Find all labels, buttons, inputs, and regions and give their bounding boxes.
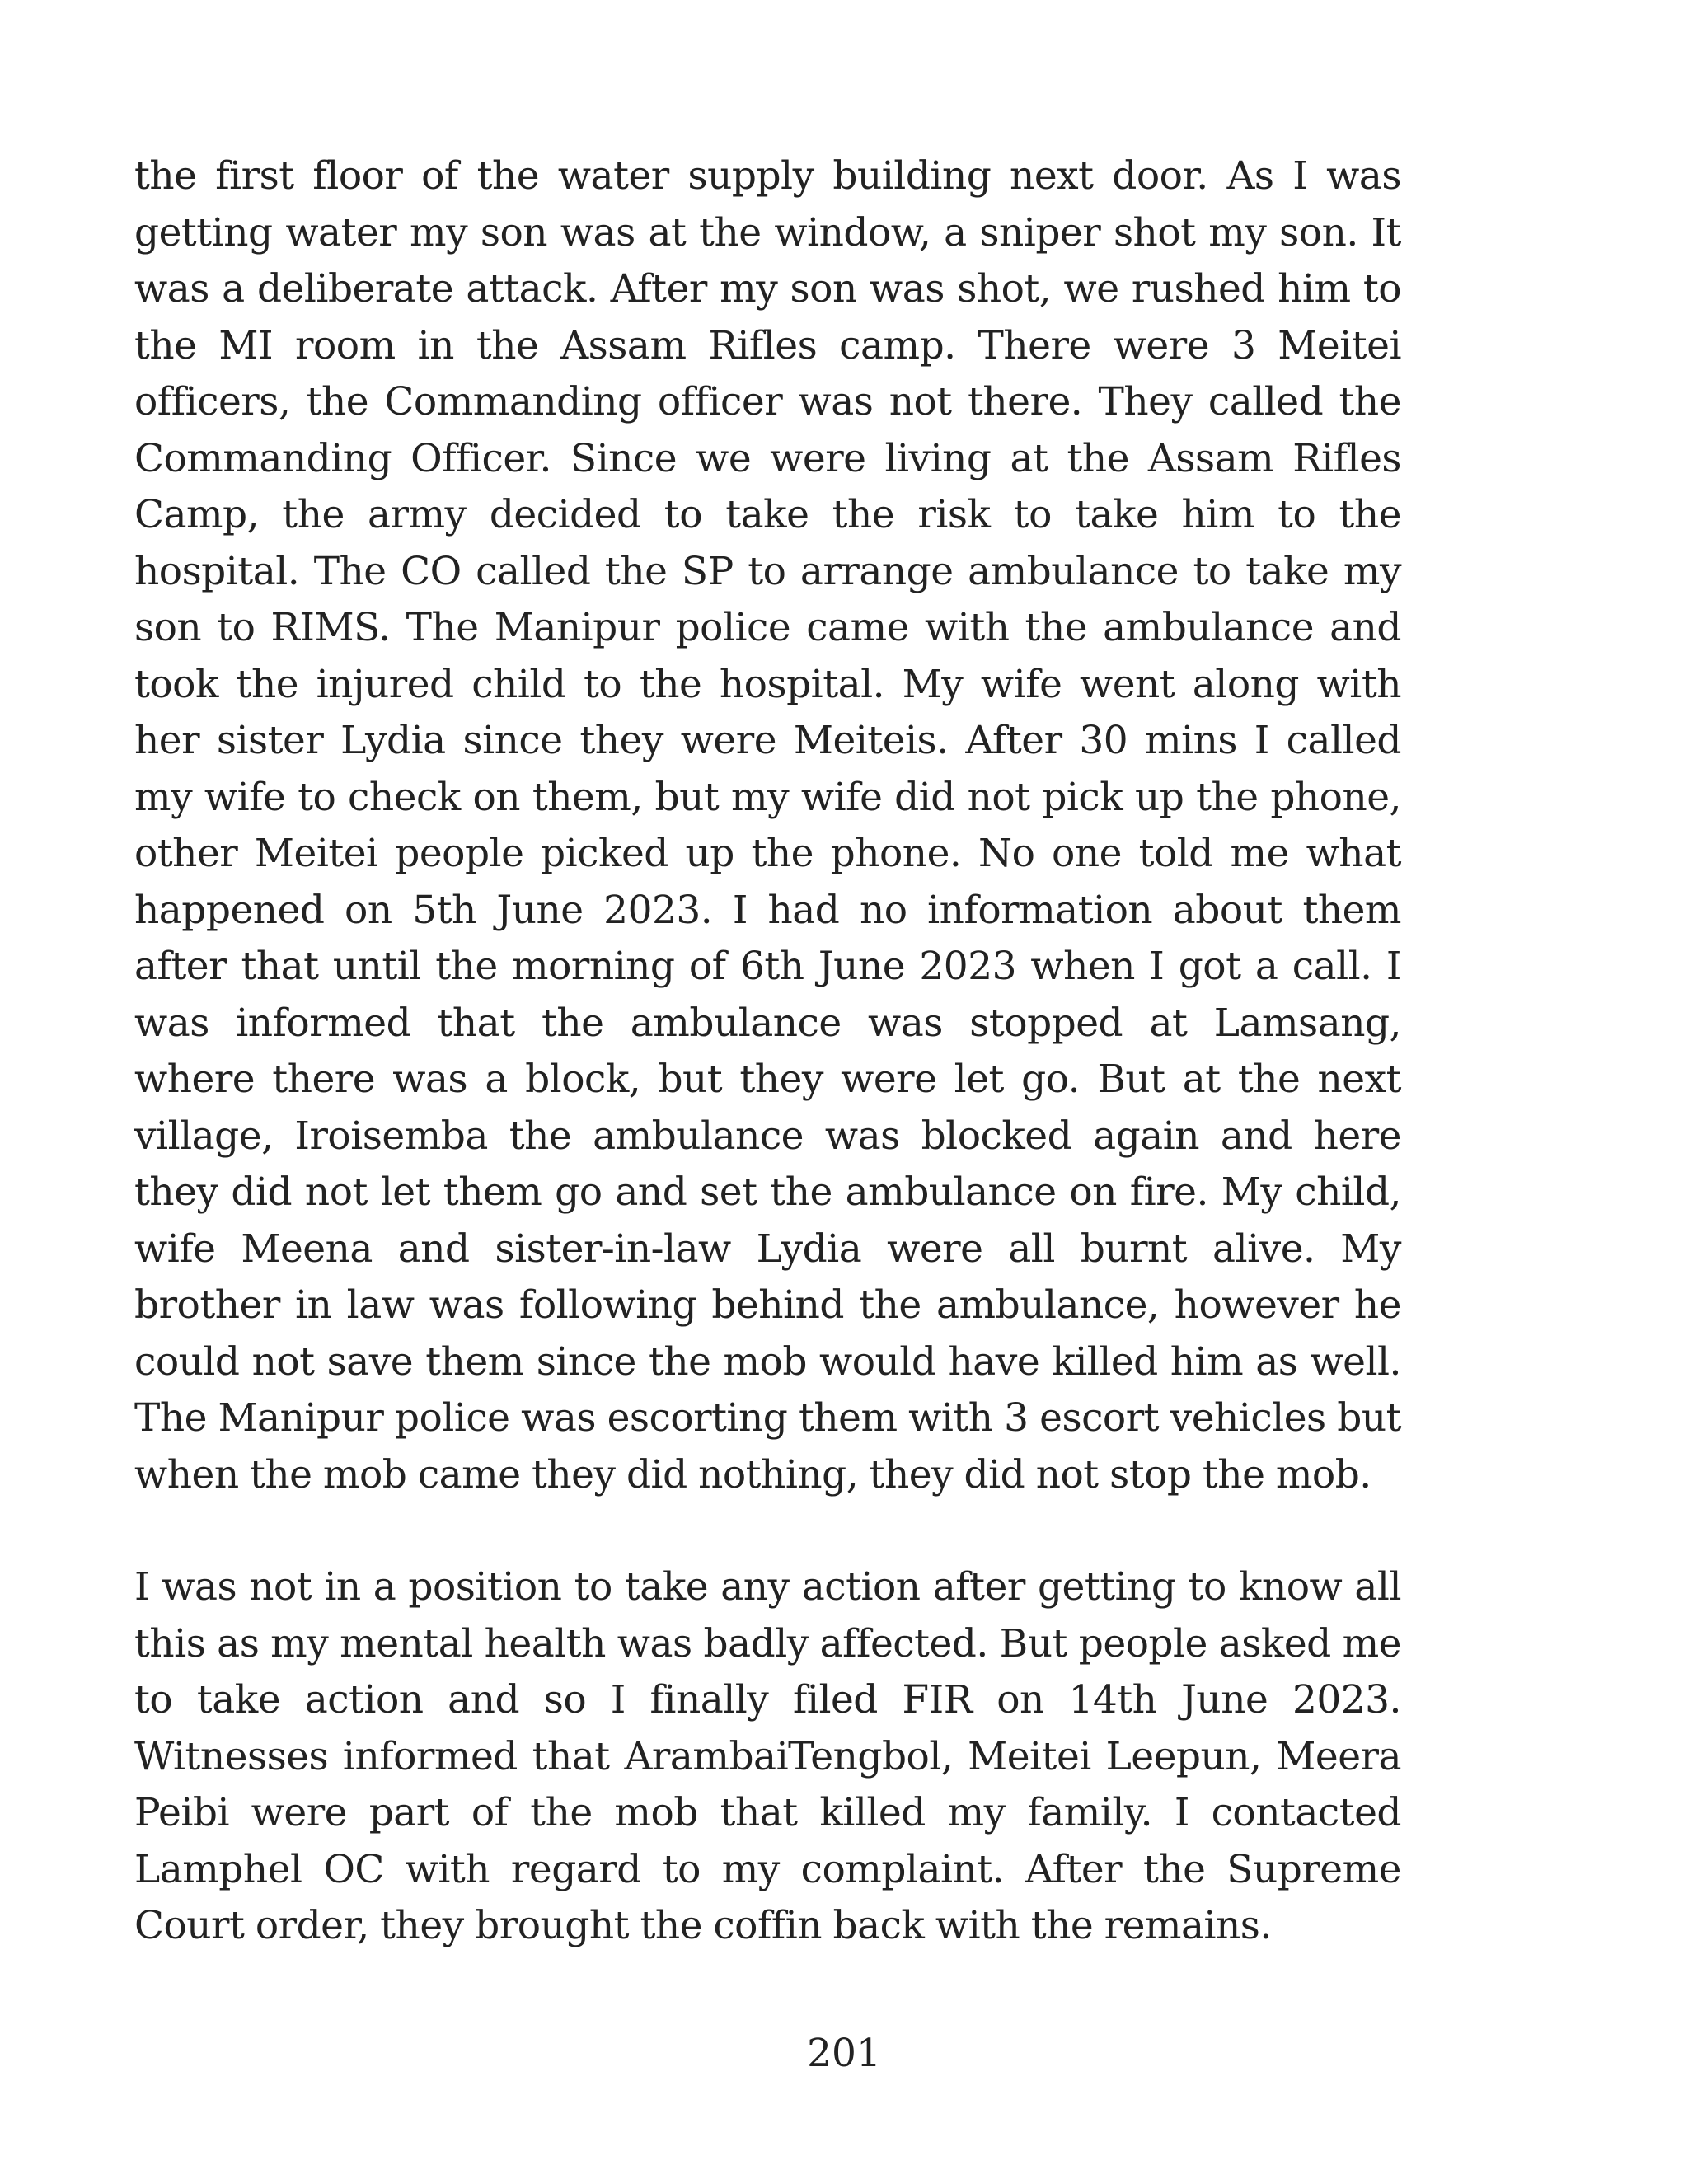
paragraph-1: the first floor of the water supply building next door. As I was getting water my son was at the window, a sniper shot my son. It was a deliberate attack. After my son was shot, we rushed him to the MI room in the Assam Rifles camp. There were 3 Meitei officers, the Commanding officer was not there. They called the Commanding Officer. Since we were living at the Assam Rifles Camp, the army decided to take the risk to take him to the hospital. The CO called the SP to arrange ambulance to take my son to RIMS. The Manipur police came with the ambulance and took the injured child to the hospital. My wife went along with her sister Lydia since they were Meiteis. After 30 mins I called my wife to check on them, but my wife did not pick up the phone, other Meitei people picked up the phone. No one told me what happened on 5th June 2023. I had no information about them after that until the morning of 6th June 2023 when I got a call. I was informed that the ambulance was stopped at Lamsang, where there was a block, but they were let go. But at the next village, Iroisemba the ambulance was blocked again and here they did not let them go and set the ambulance on fire. My child, wife Meena and sister-in-law Lydia were all burnt alive. My brother in law was following behind the ambulance, however he could not save them since the mob would have killed him as well. The Manipur police was escorting them with 3 escort vehicles but when the mob came they did nothing, they did not stop the mob. [134,153,1401,1497]
page-number: 201 [807,2031,881,2076]
body-text [134,148,1401,1955]
paragraph-2: I was not in a position to take any action after getting to know all this as my mental health was badly affected. But people asked me to take action and so I finally filed FIR on 14th June 2023. Witnesses informed that ArambaiTengbol, Meitei Leepun, Meera Peibi were part of the mob that killed my family. I contacted Lamphel OC with regard to my complaint. After the Supreme Court order, they brought the coffin back with the remains. [134,1564,1401,1948]
